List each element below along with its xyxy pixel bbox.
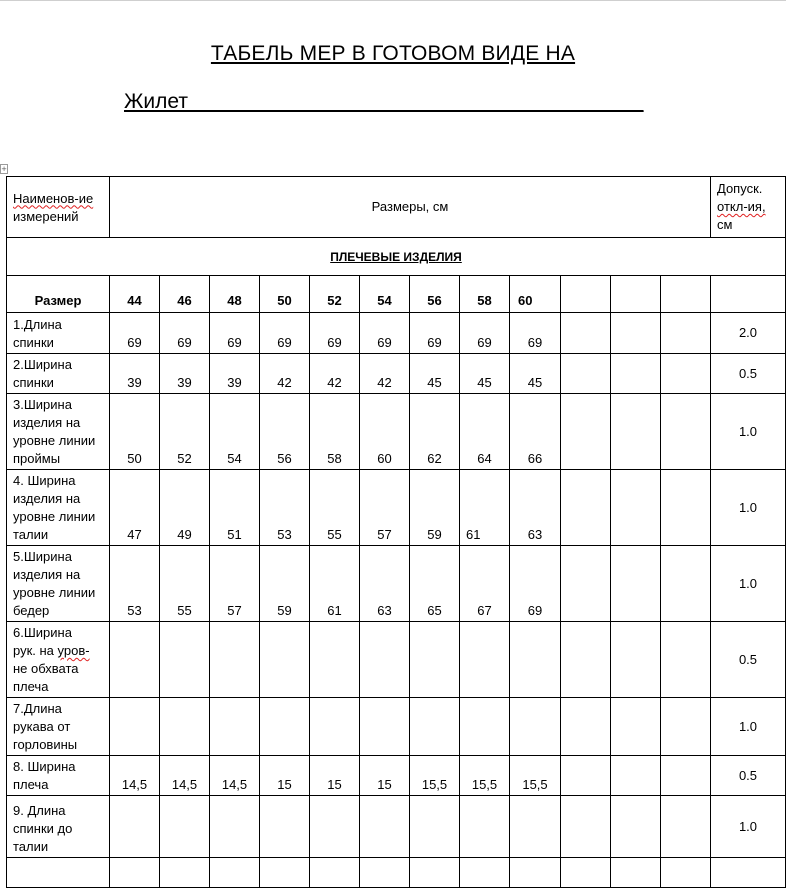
value-cell (210, 698, 260, 756)
value-cell (611, 698, 661, 756)
measurement-name-line: 5.Ширина (13, 549, 72, 564)
value-cell (110, 858, 160, 888)
value-cell: 14,5 (110, 756, 160, 796)
value-cell (561, 546, 611, 622)
value-cell (310, 796, 360, 858)
measurement-name-cell (7, 622, 110, 698)
section-row (7, 238, 786, 276)
measurement-name-line: 6.Ширина (13, 625, 72, 640)
value-cell: 14,5 (210, 756, 260, 796)
measurement-name-cell (7, 394, 110, 470)
value-cell (561, 796, 611, 858)
measurement-name-line: спинки (13, 335, 54, 350)
value-cell (460, 698, 510, 756)
value-cell: 15 (260, 756, 310, 796)
product-name-line: Жилет_______________________________________ (124, 90, 644, 113)
size-header-58: 58 (460, 276, 510, 313)
value-cell: 39 (160, 354, 210, 394)
value-cell (561, 313, 611, 354)
value-cell (611, 354, 661, 394)
tolerance-cell: 1.0 (711, 698, 786, 756)
value-cell (661, 313, 711, 354)
value-cell: 69 (160, 313, 210, 354)
size-header-48: 48 (210, 276, 260, 313)
value-cell (661, 698, 711, 756)
table-row (7, 698, 786, 756)
measurement-name-cell (7, 858, 110, 888)
measurement-name-line: бедер (13, 603, 50, 618)
value-cell: 15 (360, 756, 410, 796)
table-row (7, 756, 786, 796)
size-header-54: 54 (360, 276, 410, 313)
value-cell: 66 (510, 394, 561, 470)
size-header-blank-9 (561, 276, 611, 313)
value-cell: 69 (210, 313, 260, 354)
measurement-name-line: плеча (13, 679, 49, 694)
header-tol-line3: см (717, 217, 733, 232)
value-cell: 39 (110, 354, 160, 394)
tolerance-cell: 0.5 (711, 354, 786, 394)
value-cell (661, 470, 711, 546)
value-cell (661, 858, 711, 888)
value-cell: 15,5 (510, 756, 561, 796)
table-row (7, 546, 786, 622)
size-header-52: 52 (310, 276, 360, 313)
size-label-cell: Размер (7, 276, 110, 313)
value-cell: 56 (260, 394, 310, 470)
value-cell (310, 858, 360, 888)
value-cell (460, 796, 510, 858)
value-cell (410, 622, 460, 698)
value-cell (460, 858, 510, 888)
value-cell: 39 (210, 354, 260, 394)
value-cell (510, 622, 561, 698)
value-cell (611, 858, 661, 888)
value-cell (561, 622, 611, 698)
value-cell (661, 796, 711, 858)
header-sizes-label: Размеры, см (371, 199, 449, 214)
document-title: ТАБЕЛЬ МЕР В ГОТОВОМ ВИДЕ НА (210, 42, 576, 65)
value-cell: 49 (160, 470, 210, 546)
size-header-60: 60 (510, 276, 561, 313)
value-cell (661, 394, 711, 470)
value-cell: 52 (160, 394, 210, 470)
value-cell: 64 (460, 394, 510, 470)
value-cell (410, 796, 460, 858)
measurement-name-line: талии (13, 839, 49, 854)
measurement-name-line: плеча (13, 777, 49, 792)
value-cell (410, 858, 460, 888)
header-name-cell (7, 177, 110, 238)
measurement-name-cell (7, 470, 110, 546)
measurement-name-line: 7.Длина (13, 701, 62, 716)
measurement-name-line: рукава от (13, 719, 71, 734)
size-header-50: 50 (260, 276, 310, 313)
measurement-name-cell (7, 796, 110, 858)
value-cell (510, 858, 561, 888)
measurement-name-line: 3.Ширина (13, 397, 72, 412)
table-row (7, 394, 786, 470)
value-cell (260, 622, 310, 698)
measurement-name-line: горловины (13, 737, 78, 752)
header-row (7, 177, 786, 238)
measurement-name-spellcheck: уров- (57, 643, 90, 658)
value-cell: 15,5 (410, 756, 460, 796)
value-cell: 53 (110, 546, 160, 622)
value-cell (611, 546, 661, 622)
tolerance-cell: 1.0 (711, 394, 786, 470)
value-cell (110, 796, 160, 858)
value-cell: 69 (460, 313, 510, 354)
value-cell (360, 796, 410, 858)
value-cell: 65 (410, 546, 460, 622)
value-cell: 57 (360, 470, 410, 546)
value-cell: 47 (110, 470, 160, 546)
value-cell: 58 (310, 394, 360, 470)
size-header-56: 56 (410, 276, 460, 313)
value-cell (410, 698, 460, 756)
value-cell: 63 (360, 546, 410, 622)
size-tolerance-blank (711, 276, 786, 313)
value-cell: 69 (110, 313, 160, 354)
value-cell (611, 470, 661, 546)
table-row (7, 470, 786, 546)
value-cell (611, 756, 661, 796)
value-cell: 51 (210, 470, 260, 546)
table-row (7, 354, 786, 394)
header-tol-line2: откл-ия, (717, 199, 766, 214)
measurement-name-line: 4. Ширина (13, 473, 76, 488)
measurement-name-line: уровне линии (13, 509, 96, 524)
measurement-name-line: 9. Длина (13, 803, 66, 818)
value-cell: 45 (510, 354, 561, 394)
value-cell (210, 796, 260, 858)
value-cell (310, 622, 360, 698)
value-cell (210, 622, 260, 698)
value-cell: 69 (510, 546, 561, 622)
value-cell (661, 354, 711, 394)
table-row (7, 622, 786, 698)
measurement-name-line: спинки до (13, 821, 73, 836)
value-cell (561, 698, 611, 756)
measurement-name-line: талии (13, 527, 49, 542)
value-cell: 55 (160, 546, 210, 622)
page-top-border (0, 0, 786, 1)
value-cell: 55 (310, 470, 360, 546)
size-header-46: 46 (160, 276, 210, 313)
measurement-name-line: изделия на (13, 415, 81, 430)
tolerance-cell: 1.0 (711, 470, 786, 546)
table-row (7, 796, 786, 858)
value-cell (160, 858, 210, 888)
measurement-name-line: уровне линии (13, 433, 96, 448)
value-cell (360, 698, 410, 756)
value-cell (661, 756, 711, 796)
value-cell: 63 (510, 470, 561, 546)
measurement-name-line: спинки (13, 375, 54, 390)
measurements-table (6, 176, 786, 888)
measurement-name-line: изделия на (13, 491, 81, 506)
tolerance-cell: 2.0 (711, 313, 786, 354)
table-row (7, 858, 786, 888)
value-cell (160, 622, 210, 698)
value-cell (160, 698, 210, 756)
value-cell (260, 858, 310, 888)
value-cell (510, 698, 561, 756)
value-cell: 61 (310, 546, 360, 622)
value-cell: 42 (310, 354, 360, 394)
value-cell (661, 622, 711, 698)
table-row (7, 313, 786, 354)
value-cell (310, 698, 360, 756)
value-cell: 50 (110, 394, 160, 470)
value-cell: 69 (360, 313, 410, 354)
value-cell (561, 858, 611, 888)
section-title: ПЛЕЧЕВЫЕ ИЗДЕЛИЯ (330, 249, 462, 264)
measurement-name-line: изделия на (13, 567, 81, 582)
header-sizes-cell (110, 177, 711, 238)
value-cell (561, 470, 611, 546)
value-cell (561, 394, 611, 470)
value-cell (561, 354, 611, 394)
value-cell (510, 796, 561, 858)
size-header-44: 44 (110, 276, 160, 313)
value-cell (110, 698, 160, 756)
header-name-line1: Наименов-ие (13, 190, 94, 206)
measurement-name-cell (7, 354, 110, 394)
tolerance-cell: 1.0 (711, 546, 786, 622)
value-cell (360, 858, 410, 888)
measurement-name-line: 2.Ширина (13, 357, 72, 372)
measurement-name-line: уровне линии (13, 585, 96, 600)
value-cell: 69 (510, 313, 561, 354)
header-tolerance-cell (711, 177, 786, 238)
value-cell (611, 622, 661, 698)
size-row (7, 276, 786, 313)
value-cell: 57 (210, 546, 260, 622)
measurement-name-cell (7, 698, 110, 756)
value-cell: 69 (410, 313, 460, 354)
tolerance-cell: 0.5 (711, 756, 786, 796)
size-header-blank-10 (611, 276, 661, 313)
value-cell: 69 (310, 313, 360, 354)
value-cell (360, 622, 410, 698)
measurement-name-cell (7, 546, 110, 622)
measurement-name-cell (7, 756, 110, 796)
size-header-blank-11 (661, 276, 711, 313)
measurement-name-line: 1.Длина (13, 317, 62, 332)
value-cell: 62 (410, 394, 460, 470)
value-cell: 54 (210, 394, 260, 470)
tolerance-cell: 0.5 (711, 622, 786, 698)
value-cell: 60 (360, 394, 410, 470)
value-cell: 45 (460, 354, 510, 394)
tolerance-cell: 1.0 (711, 796, 786, 858)
measurement-name-line: не обхвата (13, 661, 79, 676)
value-cell (210, 858, 260, 888)
value-cell (260, 698, 310, 756)
value-cell (611, 796, 661, 858)
value-cell: 45 (410, 354, 460, 394)
measurement-name-cell (7, 313, 110, 354)
value-cell: 59 (410, 470, 460, 546)
value-cell: 67 (460, 546, 510, 622)
tolerance-cell (711, 858, 786, 888)
value-cell (160, 796, 210, 858)
value-cell: 42 (360, 354, 410, 394)
value-cell: 59 (260, 546, 310, 622)
measurement-name-line: проймы (13, 451, 61, 466)
table-move-handle-icon[interactable]: + (1, 165, 7, 173)
value-cell (611, 313, 661, 354)
value-cell (460, 622, 510, 698)
value-cell: 15 (310, 756, 360, 796)
value-cell: 69 (260, 313, 310, 354)
value-cell: 14,5 (160, 756, 210, 796)
value-cell (110, 622, 160, 698)
value-cell (561, 756, 611, 796)
value-cell: 61 (460, 470, 510, 546)
section-title-cell (7, 238, 786, 276)
value-cell (661, 546, 711, 622)
value-cell (611, 394, 661, 470)
value-cell: 15,5 (460, 756, 510, 796)
header-tol-line1: Допуск. (717, 181, 763, 196)
value-cell: 42 (260, 354, 310, 394)
value-cell (260, 796, 310, 858)
measurement-name-line: 8. Ширина (13, 759, 76, 774)
value-cell: 53 (260, 470, 310, 546)
measurement-name-line: рук. на уров- (13, 643, 90, 658)
header-name-line2: измерений (13, 208, 79, 224)
